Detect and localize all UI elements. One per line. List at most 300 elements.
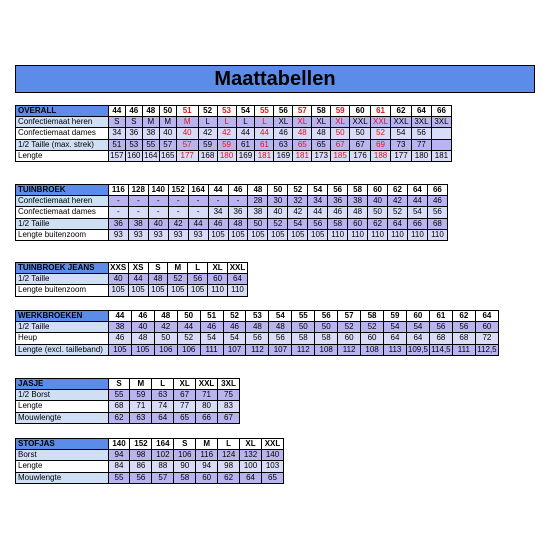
- table-row: [16, 207, 448, 218]
- werkbroeken-table: [15, 310, 499, 356]
- value-cell: 50: [154, 333, 177, 344]
- value-cell: 110: [427, 229, 447, 240]
- value-cell: 83: [218, 401, 240, 412]
- size-header-cell: 66: [431, 106, 451, 117]
- value-cell: 50: [331, 128, 350, 139]
- value-cell: 36: [328, 196, 348, 207]
- value-cell: 75: [218, 390, 240, 401]
- value-cell: 40: [148, 218, 168, 229]
- row-label: Heup: [16, 333, 109, 344]
- size-header-cell: 46: [125, 106, 142, 117]
- value-cell: 55: [142, 139, 159, 150]
- value-cell: 124: [218, 450, 240, 461]
- value-cell: 110: [208, 285, 228, 296]
- value-cell: 42: [198, 128, 217, 139]
- value-cell: S: [108, 117, 125, 128]
- value-cell: 103: [262, 461, 284, 472]
- value-cell: 50: [368, 207, 388, 218]
- value-cell: 52: [268, 218, 288, 229]
- value-cell: 38: [248, 207, 268, 218]
- size-header-cell: 64: [407, 185, 427, 196]
- value-cell: 54: [288, 218, 308, 229]
- table-row: [16, 461, 284, 472]
- size-header-cell: 140: [148, 185, 168, 196]
- value-cell: 38: [108, 322, 131, 333]
- table-row: [16, 450, 284, 461]
- value-cell: 72: [475, 333, 498, 344]
- size-header-cell: XXL: [228, 263, 248, 274]
- value-cell: 77: [174, 401, 196, 412]
- value-cell: 169: [236, 150, 255, 161]
- value-cell: 56: [246, 333, 269, 344]
- value-cell: 58: [328, 218, 348, 229]
- value-cell: M: [159, 117, 176, 128]
- value-cell: 63: [130, 412, 152, 423]
- value-cell: 48: [246, 322, 269, 333]
- value-cell: 188: [371, 150, 391, 161]
- value-cell: 105: [188, 285, 208, 296]
- size-header-cell: 51: [176, 106, 198, 117]
- value-cell: 105: [108, 344, 131, 355]
- size-header-cell: 56: [274, 106, 293, 117]
- row-label: Lengte: [16, 401, 109, 412]
- value-cell: M: [176, 117, 198, 128]
- value-cell: 66: [407, 218, 427, 229]
- size-header-cell: 46: [228, 185, 248, 196]
- value-cell: 110: [328, 229, 348, 240]
- value-cell: 74: [152, 401, 174, 412]
- table-row: [16, 412, 240, 423]
- size-header-cell: 48: [248, 185, 268, 196]
- value-cell: 112,5: [477, 344, 497, 354]
- value-cell: 52: [361, 322, 384, 333]
- size-header-cell: 128: [128, 185, 148, 196]
- value-cell: 66: [196, 412, 218, 423]
- value-cell: 110: [228, 285, 248, 296]
- value-cell: 56: [427, 207, 447, 218]
- size-header-cell: XL: [208, 263, 228, 274]
- value-cell: 59: [217, 139, 236, 150]
- value-cell: 64: [388, 218, 408, 229]
- value-cell: 48: [228, 218, 248, 229]
- value-cell: 52: [338, 322, 361, 333]
- value-cell: 48: [148, 274, 168, 285]
- value-cell: -: [168, 207, 188, 218]
- size-header-cell: 46: [131, 311, 154, 322]
- row-label: Mouwlengte: [16, 472, 109, 483]
- value-cell: 107: [223, 344, 246, 355]
- value-cell: 56: [452, 322, 475, 333]
- value-cell: 168: [198, 150, 217, 161]
- value-cell: 28: [248, 196, 268, 207]
- value-cell: 44: [128, 274, 148, 285]
- row-label: Mouwlengte: [16, 412, 109, 423]
- size-header-cell: XXL: [262, 439, 284, 450]
- value-cell: 3XL: [431, 117, 451, 128]
- tuinbroek-table: [15, 184, 448, 241]
- value-cell: 38: [348, 196, 368, 207]
- value-cell: 110: [407, 229, 427, 240]
- size-header-cell: 54: [236, 106, 255, 117]
- size-header-cell: XS: [128, 263, 148, 274]
- row-label: Confectiemaat dames: [16, 207, 109, 218]
- table-row: [16, 128, 452, 139]
- value-cell: 48: [312, 128, 331, 139]
- table-row: [16, 285, 248, 296]
- value-cell: 38: [142, 128, 159, 139]
- value-cell: XXL: [371, 117, 391, 128]
- value-cell: 63: [152, 390, 174, 401]
- value-cell: 173: [312, 150, 331, 161]
- value-cell: 63: [274, 139, 293, 150]
- value-cell: 42: [217, 128, 236, 139]
- value-cell: -: [108, 196, 128, 207]
- value-cell: 62: [218, 472, 240, 483]
- row-label: 1/2 Taille: [16, 274, 109, 285]
- value-cell: 64: [152, 412, 174, 423]
- table-title: TUINBROEK JEANS: [16, 263, 109, 274]
- value-cell: -: [188, 196, 208, 207]
- value-cell: -: [148, 196, 168, 207]
- size-header-cell: S: [174, 439, 196, 450]
- value-cell: 32: [288, 196, 308, 207]
- size-header-cell: 64: [411, 106, 431, 117]
- value-cell: 177: [176, 150, 198, 161]
- value-cell: XL: [331, 117, 350, 128]
- value-cell: 94: [108, 450, 130, 461]
- value-cell: 36: [108, 218, 128, 229]
- table-row: [16, 390, 240, 401]
- value-cell: XL: [312, 117, 331, 128]
- size-header-cell: 53: [246, 311, 269, 322]
- value-cell: 50: [350, 128, 371, 139]
- value-cell: 105: [108, 285, 128, 296]
- value-cell: 56: [429, 322, 452, 333]
- value-cell: 105: [248, 229, 268, 240]
- value-cell: 65: [174, 412, 196, 423]
- value-cell: 65: [262, 472, 284, 483]
- value-cell: 181: [255, 150, 274, 161]
- size-header-cell: 52: [198, 106, 217, 117]
- table-header-row: [16, 311, 499, 322]
- size-header-cell: 56: [315, 311, 338, 322]
- value-cell: 46: [108, 333, 131, 344]
- value-cell: 160: [127, 150, 141, 160]
- value-cell: 185: [331, 150, 350, 161]
- value-cell: 60: [361, 333, 384, 344]
- size-header-cell: 60: [406, 311, 429, 322]
- value-cell: 44: [188, 218, 208, 229]
- value-cell: 165: [161, 150, 175, 160]
- size-header-cell: 57: [293, 106, 312, 117]
- value-cell: [431, 128, 451, 139]
- value-cell: 114,5: [431, 344, 451, 354]
- value-cell: 58: [315, 333, 338, 344]
- size-header-cell: 55: [292, 311, 315, 322]
- value-cell: 57: [176, 139, 198, 150]
- value-cell: 93: [168, 229, 188, 240]
- table-row: [16, 218, 448, 229]
- value-cell: 60: [475, 322, 498, 333]
- row-label: Lengte: [16, 150, 109, 161]
- size-header-cell: 58: [348, 185, 368, 196]
- size-header-cell: XL: [240, 439, 262, 450]
- value-cell: 46: [208, 218, 228, 229]
- value-cell: 100: [240, 461, 262, 472]
- value-cell: 58: [292, 333, 315, 344]
- value-cell: 46: [274, 128, 293, 139]
- size-header-cell: 44: [108, 311, 131, 322]
- size-header-cell: 140: [108, 439, 130, 450]
- value-cell: 67: [331, 139, 350, 150]
- value-cell: 52: [177, 333, 200, 344]
- table-header-row: [16, 439, 284, 450]
- table-title: TUINBROEK: [16, 185, 109, 196]
- value-cell: 48: [293, 128, 312, 139]
- value-cell: 93: [188, 229, 208, 240]
- size-header-cell: L: [218, 439, 240, 450]
- row-label: Borst: [16, 450, 109, 461]
- value-cell: 42: [288, 207, 308, 218]
- value-cell: 67: [174, 390, 196, 401]
- size-header-cell: 51: [200, 311, 223, 322]
- table-row: [16, 150, 452, 161]
- value-cell: 30: [268, 196, 288, 207]
- value-cell: 50: [315, 322, 338, 333]
- size-header-cell: 64: [475, 311, 498, 322]
- value-cell: 110: [348, 229, 368, 240]
- row-label: Lengte: [16, 461, 109, 472]
- size-header-cell: 62: [391, 106, 412, 117]
- overall-table: [15, 105, 452, 162]
- value-cell: 105: [268, 229, 288, 240]
- size-header-cell: XXS: [110, 263, 127, 273]
- value-cell: 164: [144, 150, 158, 160]
- value-cell: 64: [406, 333, 429, 344]
- size-header-cell: 54: [308, 185, 328, 196]
- value-cell: 105: [168, 285, 188, 296]
- size-header-cell: 3XL: [218, 379, 240, 390]
- value-cell: 93: [108, 229, 128, 240]
- value-cell: 105: [208, 229, 228, 240]
- value-cell: 64: [228, 274, 248, 285]
- value-cell: 93: [128, 229, 148, 240]
- value-cell: 59: [198, 139, 217, 150]
- value-cell: 109,5: [407, 344, 428, 354]
- value-cell: 54: [200, 333, 223, 344]
- size-header-cell: XL: [174, 379, 196, 390]
- jasje-table: [15, 378, 240, 424]
- size-header-cell: 59: [384, 311, 407, 322]
- size-header-cell: 164: [188, 185, 208, 196]
- value-cell: XXL: [350, 117, 371, 128]
- value-cell: 36: [228, 207, 248, 218]
- value-cell: 105: [128, 285, 148, 296]
- size-header-cell: S: [108, 379, 130, 390]
- value-cell: 52: [371, 128, 391, 139]
- value-cell: 112: [338, 344, 361, 355]
- value-cell: 102: [152, 450, 174, 461]
- value-cell: 61: [255, 139, 274, 150]
- value-cell: 46: [328, 207, 348, 218]
- value-cell: 116: [196, 450, 218, 461]
- value-cell: 65: [293, 139, 312, 150]
- value-cell: 68: [108, 401, 130, 412]
- value-cell: 67: [350, 139, 371, 150]
- value-cell: 60: [208, 274, 228, 285]
- value-cell: -: [188, 207, 208, 218]
- size-header-cell: 50: [268, 185, 288, 196]
- value-cell: 38: [128, 218, 148, 229]
- value-cell: 40: [108, 274, 128, 285]
- value-cell: 68: [452, 333, 475, 344]
- size-header-cell: 44: [108, 106, 125, 117]
- value-cell: 108: [315, 344, 338, 355]
- value-cell: 106: [154, 344, 177, 355]
- size-header-cell: 152: [168, 185, 188, 196]
- value-cell: 61: [236, 139, 255, 150]
- value-cell: 54: [223, 333, 246, 344]
- table-row: [16, 322, 499, 333]
- value-cell: 177: [391, 150, 412, 161]
- value-cell: 68: [427, 218, 447, 229]
- value-cell: 140: [262, 450, 284, 461]
- size-header-cell: 52: [288, 185, 308, 196]
- value-cell: S: [125, 117, 142, 128]
- value-cell: 105: [148, 285, 168, 296]
- stofjas-table: [15, 438, 284, 484]
- size-header-cell: 164: [152, 439, 174, 450]
- value-cell: [431, 139, 451, 150]
- value-cell: 94: [196, 461, 218, 472]
- value-cell: M: [142, 117, 159, 128]
- table-title: WERKBROEKEN: [16, 311, 109, 322]
- value-cell: -: [168, 196, 188, 207]
- size-header-cell: M: [196, 439, 218, 450]
- value-cell: 55: [108, 390, 130, 401]
- size-header-cell: 62: [452, 311, 475, 322]
- row-label: Confectiemaat heren: [16, 196, 109, 207]
- value-cell: 40: [176, 128, 198, 139]
- value-cell: 54: [391, 128, 412, 139]
- table-row: [16, 196, 448, 207]
- value-cell: 65: [312, 139, 331, 150]
- value-cell: 42: [388, 196, 408, 207]
- value-cell: 157: [110, 150, 124, 160]
- value-cell: 112: [292, 344, 315, 355]
- value-cell: 56: [188, 274, 208, 285]
- value-cell: 48: [269, 322, 292, 333]
- value-cell: 105: [288, 229, 308, 240]
- page-title-banner: [15, 65, 535, 93]
- size-header-cell: S: [148, 263, 168, 274]
- value-cell: 93: [148, 229, 168, 240]
- value-cell: 90: [174, 461, 196, 472]
- value-cell: 40: [268, 207, 288, 218]
- value-cell: 40: [131, 322, 154, 333]
- value-cell: 176: [350, 150, 371, 161]
- table-title: OVERALL: [16, 106, 109, 117]
- value-cell: 180: [411, 150, 431, 161]
- size-header-cell: L: [188, 263, 208, 274]
- value-cell: 44: [255, 128, 274, 139]
- value-cell: 68: [429, 333, 452, 344]
- value-cell: 54: [407, 207, 427, 218]
- value-cell: 44: [236, 128, 255, 139]
- value-cell: 106: [177, 344, 200, 355]
- value-cell: 40: [159, 128, 176, 139]
- value-cell: 52: [388, 207, 408, 218]
- value-cell: L: [198, 117, 217, 128]
- size-header-cell: 48: [154, 311, 177, 322]
- value-cell: 57: [152, 472, 174, 483]
- row-label: Confectiemaat dames: [16, 128, 109, 139]
- table-row: [16, 229, 448, 240]
- size-header-cell: 48: [142, 106, 159, 117]
- size-header-cell: 62: [388, 185, 408, 196]
- value-cell: 62: [368, 218, 388, 229]
- value-cell: 46: [200, 322, 223, 333]
- row-label: Confectiemaat heren: [16, 117, 109, 128]
- value-cell: 57: [159, 139, 176, 150]
- value-cell: 60: [196, 472, 218, 483]
- value-cell: 34: [308, 196, 328, 207]
- value-cell: 80: [196, 401, 218, 412]
- size-header-cell: 61: [429, 311, 452, 322]
- value-cell: L: [255, 117, 274, 128]
- table-row: [16, 401, 240, 412]
- table-header-row: [16, 106, 452, 117]
- value-cell: 3XL: [411, 117, 431, 128]
- value-cell: L: [217, 117, 236, 128]
- value-cell: XL: [274, 117, 293, 128]
- value-cell: 60: [338, 333, 361, 344]
- size-header-cell: 50: [177, 311, 200, 322]
- value-cell: 48: [131, 333, 154, 344]
- size-header-cell: M: [168, 263, 188, 274]
- size-header-cell: 66: [427, 185, 447, 196]
- value-cell: 105: [228, 229, 248, 240]
- value-cell: 50: [248, 218, 268, 229]
- value-cell: 44: [177, 322, 200, 333]
- value-cell: 48: [348, 207, 368, 218]
- value-cell: 46: [223, 322, 246, 333]
- value-cell: 108: [361, 344, 384, 355]
- value-cell: 71: [196, 390, 218, 401]
- value-cell: 50: [292, 322, 315, 333]
- value-cell: XXL: [391, 117, 412, 128]
- row-label: Lengte buitenzoom: [16, 229, 109, 240]
- value-cell: -: [148, 207, 168, 218]
- value-cell: 34: [108, 128, 125, 139]
- value-cell: 51: [108, 139, 125, 150]
- size-header-cell: L: [152, 379, 174, 390]
- page-title: Maattabellen: [214, 67, 336, 90]
- value-cell: -: [228, 196, 248, 207]
- size-header-cell: 52: [223, 311, 246, 322]
- table-row: [16, 333, 499, 344]
- table-title: STOFJAS: [16, 439, 109, 450]
- value-cell: 60: [348, 218, 368, 229]
- size-header-cell: 116: [108, 185, 128, 196]
- value-cell: 106: [174, 450, 196, 461]
- value-cell: -: [208, 196, 228, 207]
- value-cell: 44: [308, 207, 328, 218]
- table-row: [16, 117, 452, 128]
- size-header-cell: 44: [208, 185, 228, 196]
- value-cell: 110: [368, 229, 388, 240]
- size-header-cell: 152: [130, 439, 152, 450]
